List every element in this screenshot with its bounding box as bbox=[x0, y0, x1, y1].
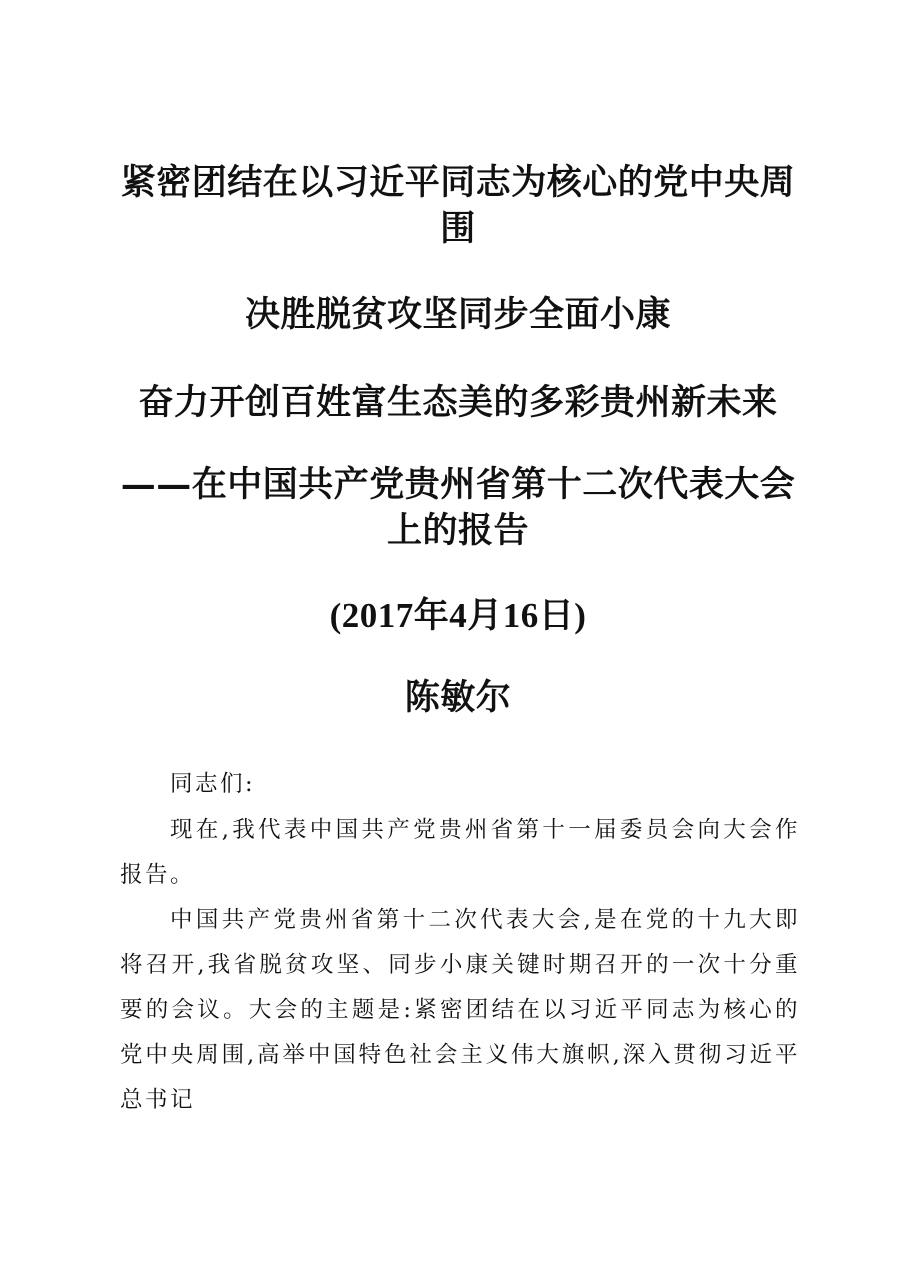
body-paragraph: 中国共产党贵州省第十二次代表大会,是在党的十九大即将召开,我省脱贫攻坚、同步小康关键时期召开的一次十分重要的会议。大会的主题是:紧密团结在以习近平同志为核心的党中央周围,高举中国特色社会主义伟大旗帜,深入贯彻习近平总书记 bbox=[120, 907, 800, 1113]
report-date: (2017年4月16日) bbox=[329, 596, 587, 635]
title-line-1: 紧密团结在以习近平同志为核心的党中央周围 bbox=[120, 162, 796, 249]
title-line-3: 奋力开创百姓富生态美的多彩贵州新未来 bbox=[138, 382, 778, 423]
report-subtitle: ——在中国共产党贵州省第十二次代表大会上的报告 bbox=[120, 464, 796, 551]
salutation: 同志们: bbox=[170, 771, 256, 797]
title-line-2: 决胜脱贫攻坚同步全面小康 bbox=[244, 294, 671, 335]
author-name: 陈敏尔 bbox=[404, 677, 512, 718]
body-paragraph: 现在,我代表中国共产党贵州省第十一届委员会向大会作报告。 bbox=[120, 817, 800, 888]
